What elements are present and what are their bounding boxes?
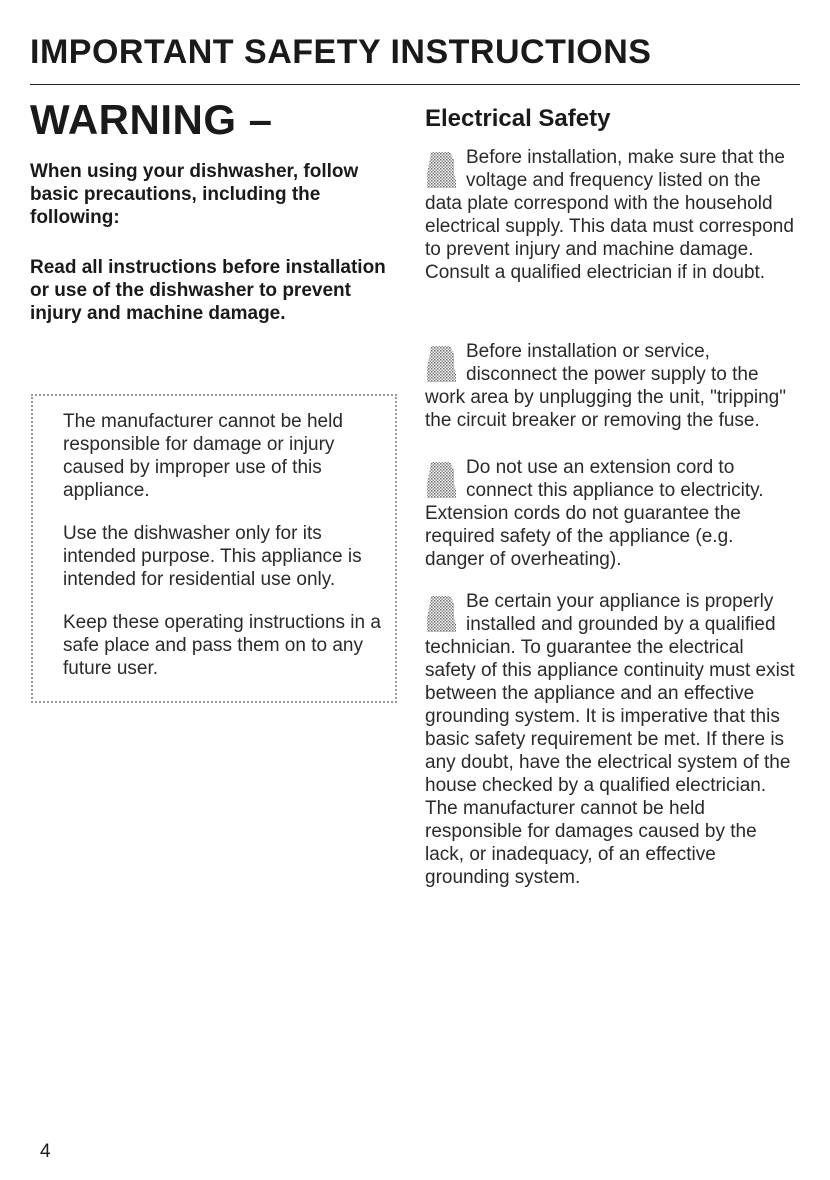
notice-paragraph: Use the dishwasher only for its intended purpose. This appliance is intended for residential use only.: [63, 523, 362, 590]
warning-hatch-icon: [425, 460, 456, 500]
safety-item: [425, 590, 795, 889]
warning-hatch-icon: [425, 150, 456, 190]
title-rule: [30, 84, 800, 85]
notice-paragraph: Keep these operating instructions in a safe place and pass them on to any future user.: [63, 612, 381, 679]
safety-item-text: Before installation, make sure that the voltage and frequency listed on the data plate correspond with the household electrical supply. This data must correspond to prevent injury and machine damage. Consult a qualified electrician if in doubt.: [425, 147, 794, 283]
notice-paragraph: The manufacturer cannot be held responsible for damage or injury caused by improper use of this appliance.: [63, 411, 343, 501]
lead-read-instructions: Read all instructions before installation or use of the dishwasher to prevent injury and machine damage.: [30, 257, 386, 324]
safety-item-text: Do not use an extension cord to connect this appliance to electricity. Extension cords do not guarantee the required safety of the appliance (e.g. danger of overheating).: [425, 457, 764, 570]
warning-heading: WARNING –: [30, 96, 273, 143]
warning-hatch-icon: [425, 594, 456, 634]
safety-item-text: Before installation or service, disconnect the power supply to the work area by unplugging the unit, "tripping" the circuit breaker or removing the fuse.: [425, 341, 786, 431]
section-heading-electrical-safety: Electrical Safety: [425, 105, 611, 132]
lead-precautions: When using your dishwasher, follow basic precautions, including the following:: [30, 161, 359, 228]
safety-item: [425, 456, 795, 571]
safety-item: [425, 146, 795, 284]
safety-item-text: Be certain your appliance is properly installed and grounded by a qualified technician. To guarantee the electrical safety of this appliance continuity must exist between the appliance and an effective grounding system. It is imperative that this basic safety requirement be met. If there is any doubt, have the electrical system of the house checked by a qualified electrician. The manufacturer cannot be held responsible for damages caused by the lack, or inadequacy, of an effective grounding system.: [425, 591, 795, 888]
safety-item: [425, 340, 795, 432]
warning-hatch-icon: [425, 344, 456, 384]
page-number: 4: [40, 1141, 51, 1162]
notice-box: [31, 394, 397, 703]
page-title: IMPORTANT SAFETY INSTRUCTIONS: [30, 33, 652, 71]
